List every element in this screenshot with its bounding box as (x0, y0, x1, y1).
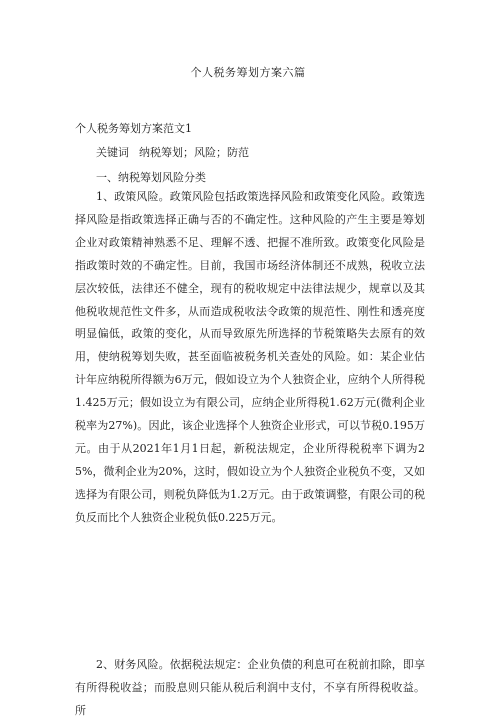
keywords-label: 关键词 (96, 146, 129, 159)
heading-risk-categories: 一、纳税筹划风险分类 (96, 171, 206, 184)
paragraph-policy-risk: 1、政策风险。政策风险包括政策选择风险和政策变化风险。政策选择风险是指政策选择正确与否的不确定性。这种风险的产生主要是筹划企业对政策精神熟悉不足、理解不透、把握不准所致。政策变化风险是指政策时效的不确定性。目前，我国市场经济体制还不成熟，税收立法层次较低，法律还不健全，现有的税收规定中法律法规少，规章以及其他税收规范性文件多，从而造成税收法令政策的规范性、刚性和透亮度明显偏低，政策的变化，从而导致原先所选择的节税策略失去原有的效用，使纳税筹划失败，甚至面临被税务机关查处的风险。如：某企业估计年应纳税所得额为6万元，假如设立为个人独资企业，应纳个人所得税1.425万元；假如设立为有限公司，应纳企业所得税1.62万元(微利企业税率为27%)。因此，该企业选择个人独资企业形式，可以节税0.195万元。由于从2021年1月1日起，新税法规定，企业所得税税率下调为25%，微利企业为20%，这时，假如设立为个人独资企业税负不变，又如选择为有限公司，则税负降低为1.2万元。由于政策调整，有限公司的税负反而比个人独资企业税负低0.225万元。 (75, 190, 425, 524)
keywords-value: 纳税筹划；风险；防范 (139, 146, 249, 159)
keywords-line (96, 144, 259, 160)
section-title: 个人税务筹划方案范文1 (75, 122, 192, 135)
document-title: 个人税务筹划方案六篇 (190, 66, 306, 79)
paragraph-financial-risk: 2、财务风险。依据税法规定：企业负债的利息可在税前扣除，即享有所得税收益；而股息则只能从税后利润中支付，不享有所得税收益。所 (75, 658, 425, 717)
